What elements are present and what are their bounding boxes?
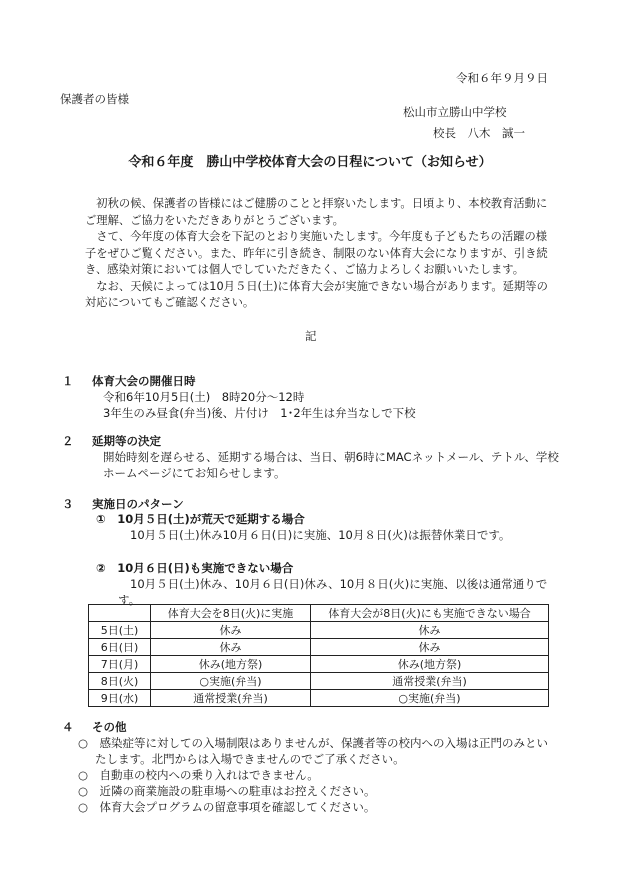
table-cell: 9日(水)	[89, 690, 151, 707]
section-4-heading	[62, 721, 127, 735]
case-1-heading: ① 10月５日(土)が荒天で延期する場合	[96, 512, 305, 526]
table-row	[89, 639, 549, 656]
notice-item: ○ 自動車の校内への乗り入れはできません。	[78, 768, 319, 782]
body-paragraph: なお、天候によっては10月５日(土)に体育大会が実施できない場合があります。延期等の対応についてもご確認ください。	[85, 279, 548, 309]
section-number: ３	[62, 497, 74, 511]
section-title: 実施日のパターン	[92, 497, 184, 511]
table-cell: 5日(土)	[89, 622, 151, 639]
table-cell: 通常授業(弁当)	[151, 690, 311, 707]
table-header-cell	[89, 605, 151, 622]
table-cell: 通常授業(弁当)	[311, 673, 549, 690]
body-paragraph: さて、今年度の体育大会を下記のとおり実施いたします。今年度も子どもたちの活躍の様子をぜひご覧ください。また、昨年に引き続き、制限のない体育大会になりますが、引き続き、感染対策においては個人でしていただきたく、ご協力よろしくお願いいたします。	[85, 230, 548, 276]
table-cell: 休み	[151, 639, 311, 656]
table-cell: 休み	[311, 639, 549, 656]
schedule-table	[88, 604, 549, 707]
kisai-label: 記	[305, 329, 317, 343]
body-text	[85, 196, 555, 312]
document-title: 令和６年度 勝山中学校体育大会の日程について（お知らせ）	[128, 155, 492, 170]
case-2-text-tail: す。	[118, 593, 141, 607]
notice-item: ○ 感染症等に対しての入場制限はありませんが、保護者等の校内への入場は正門のみとい	[78, 736, 549, 750]
table-header-cell: 体育大会が8日(火)にも実施できない場合	[311, 605, 549, 622]
table-row	[89, 622, 549, 639]
table-cell: ○実施(弁当)	[311, 690, 549, 707]
section-2-heading	[62, 435, 161, 449]
table-cell: 8日(火)	[89, 673, 151, 690]
table-cell: 休み	[311, 622, 549, 639]
table-cell: 休み(地方祭)	[151, 656, 311, 673]
table-header-cell: 体育大会を8日(火)に実施	[151, 605, 311, 622]
section-number: ２	[62, 434, 74, 448]
section-1-line: 3年生のみ昼食(弁当)後、片付け 1･2年生は弁当なしで下校	[103, 406, 416, 420]
section-2-line: ホームページにてお知らせします。	[103, 466, 286, 480]
table-cell: 6日(日)	[89, 639, 151, 656]
section-1-line: 令和6年10月5日(土) 8時20分～12時	[103, 390, 305, 404]
table-cell: 休み	[151, 622, 311, 639]
section-title: 延期等の決定	[92, 434, 161, 448]
recipient: 保護者の皆様	[60, 92, 129, 106]
section-1-heading	[62, 375, 196, 389]
table-header-row	[89, 605, 549, 622]
notice-item: ○ 体育大会プログラムの留意事項を確認してください。	[78, 800, 376, 814]
table-row	[89, 673, 549, 690]
body-paragraph: 初秋の候、保護者の皆様にはご健勝のことと拝察いたします。日頃より、本校教育活動にご理解、ご協力をいただきありがとうございます。	[85, 197, 548, 227]
section-number: １	[62, 374, 74, 388]
section-3-heading	[62, 498, 184, 512]
issue-date: 令和６年９月９日	[456, 71, 548, 85]
school-name: 松山市立勝山中学校	[403, 105, 507, 119]
section-number: ４	[62, 720, 74, 734]
table-cell: ○実施(弁当)	[151, 673, 311, 690]
case-2-heading: ② 10月６日(日)も実施できない場合	[96, 561, 294, 575]
notice-item-continuation: たします。北門からは入場できませんのでご了承ください。	[95, 752, 405, 766]
table-row	[89, 656, 549, 673]
table-cell: 7日(月)	[89, 656, 151, 673]
case-1-text: 10月５日(土)休み10月６日(日)に実施、10月８日(火)は振替休業日です。	[130, 528, 511, 542]
table-cell: 休み(地方祭)	[311, 656, 549, 673]
section-title: その他	[92, 720, 127, 734]
section-2-line: 開始時刻を遅らせる、延期する場合は、当日、朝6時にMACネットメール、テトル、学校	[103, 450, 559, 464]
notice-item: ○ 近隣の商業施設の駐車場への駐車はお控えください。	[78, 784, 376, 798]
principal-name: 校長 八木 誠一	[433, 126, 525, 140]
section-title: 体育大会の開催日時	[92, 374, 196, 388]
case-2-text: 10月５日(土)休み、10月６日(日)休み、10月８日(火)に実施、以後は通常通りで	[130, 577, 548, 591]
table-row	[89, 690, 549, 707]
